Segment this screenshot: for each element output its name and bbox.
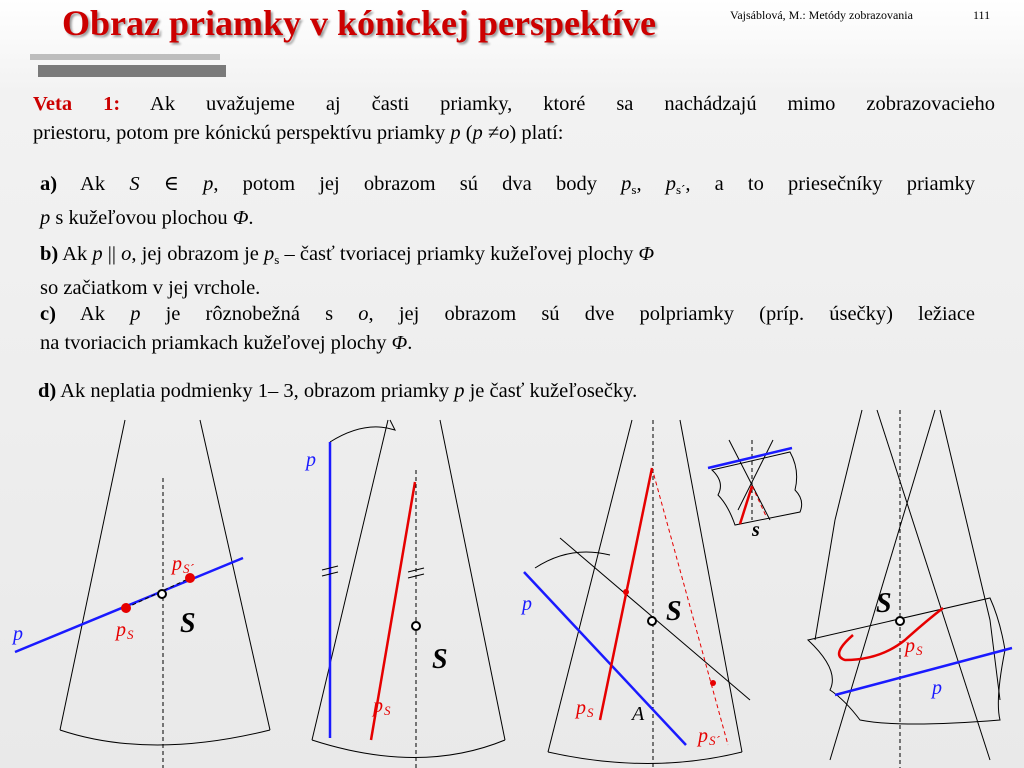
vertex-S-fig2: [412, 622, 420, 630]
svg-text:S´: S´: [183, 561, 194, 576]
svg-text:S: S: [916, 643, 923, 658]
svg-text:s: s: [752, 519, 760, 541]
case-a-paragraph: a) Ak S ∈ p, potom jej obrazom sú dva body $p_s$, $p_{s´}$, a to priesečníky priamky p s kužeľovou plochou Φ.: [40, 173, 976, 229]
case-a-label: a): [40, 173, 58, 195]
line-p-fig3: [524, 572, 686, 745]
case-c-label: c): [40, 303, 56, 325]
case-b-line-2: so začiatkom v jej vrchole.: [40, 277, 261, 299]
figure-3-cone-intersecting: [520, 420, 750, 768]
svg-text:A: A: [632, 703, 645, 725]
svg-text:p: p: [522, 593, 532, 615]
svg-text:S: S: [180, 608, 196, 639]
case-b-paragraph: b) Ak p || o, jej obrazom je $p_s$ – časť tvoriacej priamky kužeľovej plochy Φ so začiatkom v jej vrchole.: [40, 240, 940, 303]
svg-text:p: p: [698, 725, 708, 747]
svg-text:S: S: [587, 705, 594, 720]
figure-2-cone-parallel: [304, 420, 505, 768]
svg-text:p: p: [905, 635, 915, 657]
theorem-line-2: priestoru, potom pre kónickú perspektívu priamky: [33, 122, 446, 144]
figure-3-inset: [708, 440, 802, 541]
vertex-S-fig3: [648, 617, 656, 625]
svg-text:p: p: [932, 677, 942, 699]
svg-text:S: S: [384, 703, 391, 718]
case-d-paragraph: d) Ak neplatia podmienky 1– 3, obrazom priamky p je časť kužeľosečky.: [38, 380, 638, 402]
svg-text:p: p: [306, 449, 316, 471]
svg-text:p: p: [116, 619, 126, 641]
page-title: Obraz priamky v kónickej perspektíve: [62, 3, 656, 43]
page-number: 111: [973, 8, 991, 22]
svg-text:p: p: [13, 623, 23, 645]
figure-1-cone-two-points: [11, 420, 270, 768]
point-ps-fig1: [121, 603, 131, 613]
case-d-label: d): [38, 380, 57, 402]
author-reference: Vajsáblová, M.: Metódy zobrazovania: [730, 8, 913, 22]
svg-text:S: S: [432, 644, 448, 675]
svg-text:p: p: [576, 697, 586, 719]
svg-text:p: p: [172, 553, 182, 575]
svg-text:p: p: [373, 695, 383, 717]
svg-text:S´: S´: [709, 733, 720, 748]
figure-4-cone-conic: [808, 410, 1012, 768]
case-c-paragraph: c) Ak p je rôznobežná s o, jej obrazom sú dve polpriamky (príp. úsečky) ležiace na tvoriacich priamkach kužeľovej plochy Φ.: [40, 303, 976, 354]
theorem-paragraph: Veta 1: Ak uvažujeme aj časti priamky, ktoré sa nachádzajú mimo zobrazovacieho priestoru, potom pre kónickú perspektívu priamky p (p ≠o) platí:: [33, 93, 995, 144]
theorem-label: Veta 1:: [33, 93, 121, 115]
vertex-S-fig4: [896, 617, 904, 625]
svg-text:S: S: [666, 596, 682, 627]
svg-text:S: S: [127, 627, 134, 642]
theorem-line-1: Ak uvažujeme aj časti priamky, ktoré sa nachádzajú mimo zobrazovacieho: [150, 93, 995, 115]
case-b-label: b): [40, 243, 59, 265]
vertex-S-fig1: [158, 590, 166, 598]
svg-text:S: S: [876, 588, 892, 619]
